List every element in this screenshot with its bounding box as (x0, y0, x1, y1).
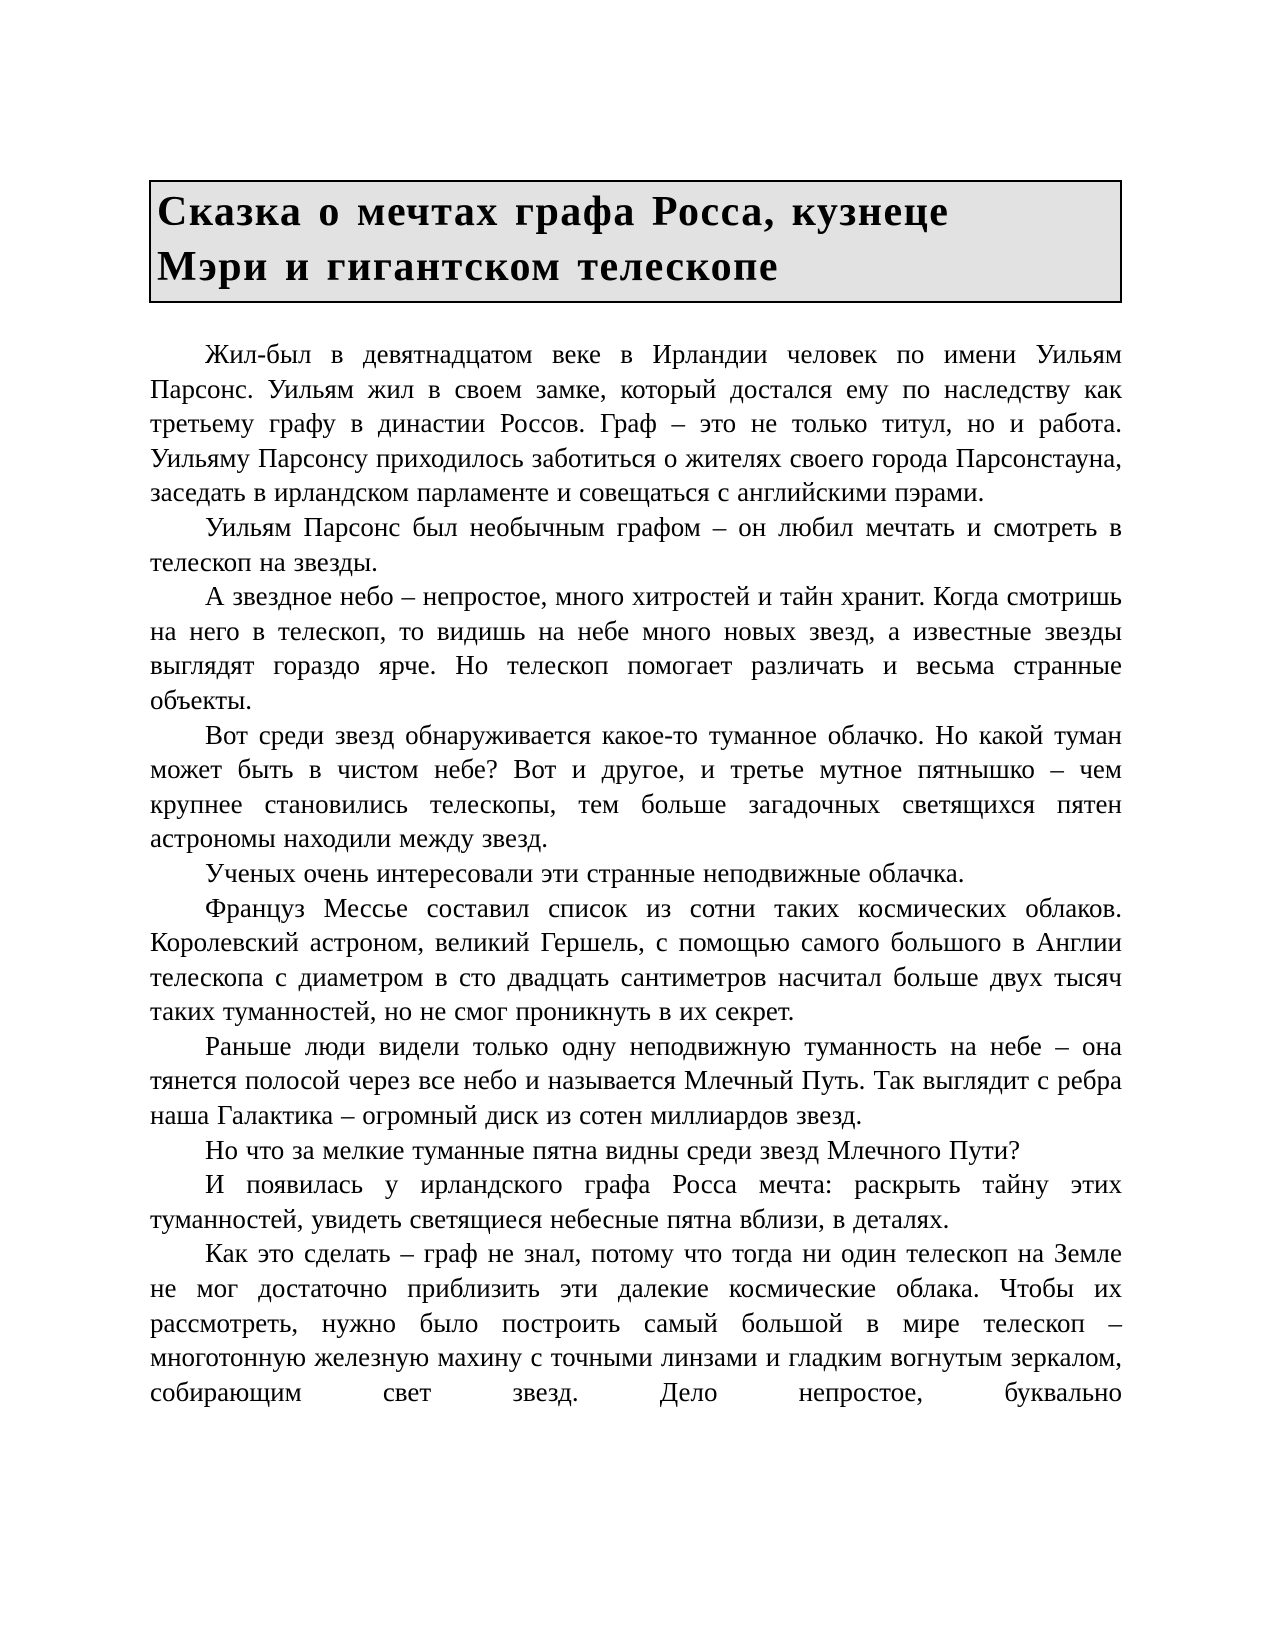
paragraph-10: Как это сделать – граф не знал, потому что тогда ни один телескоп на Земле не мог достаточно приблизить эти далекие космические облака. Чтобы их рассмотреть, нужно было построить самый большой в мире телескоп – многотонную железную махину с точными линзами и гладким вогнутым зеркалом, собирающим свет звезд. Дело непростое, буквально (150, 1238, 1122, 1407)
chapter-title-line-2: Мэри и гигантском телескопе (157, 244, 779, 290)
body-text (150, 337, 1122, 1409)
paragraph-2: Уильям Парсонс был необычным графом – он любил мечтать и смотреть в телескоп на звезды. (150, 511, 1122, 577)
chapter-title-box (149, 180, 1122, 303)
paragraph-9: И появилась у ирландского графа Росса мечта: раскрыть тайну этих туманностей, увидеть светящиеся небесные пятна вблизи, в деталях. (150, 1169, 1122, 1234)
paragraph-6: Француз Мессье составил список из сотни таких космических облаков. Королевский астроном, великий Гершель, с помощью самого большого в Англии телескопа с диаметром в сто двадцать сантиметров насчитал больше двух тысяч таких туманностей, но не смог проникнуть в их секрет. (150, 892, 1122, 1027)
chapter-title-line-1: Сказка о мечтах графа Росса, кузнеце (157, 189, 950, 235)
paragraph-4: Вот среди звезд обнаруживается какое-то туманное облачко. Но какой туман может быть в чистом небе? Вот и другое, и третье мутное пятнышко – чем крупнее становились телескопы, тем больше загадочных светящихся пятен астрономы находили между звезд. (150, 719, 1122, 854)
paragraph-8: Но что за мелкие туманные пятна видны среди звезд Млечного Пути? (205, 1134, 1021, 1165)
paragraph-5: Ученых очень интересовали эти странные неподвижные облачка. (205, 857, 965, 888)
paragraph-7: Раньше люди видели только одну неподвижную туманность на небе – она тянется полосой через все небо и называется Млечный Путь. Так выглядит с ребра наша Галактика – огромный диск из сотен миллиардов звезд. (150, 1030, 1122, 1131)
paragraph-1: Жил-был в девятнадцатом веке в Ирландии человек по имени Уильям Парсонс. Уильям жил в своем замке, который достался ему по наследству как третьему графу в династии Россов. Граф – это не только титул, но и работа. Уильяму Парсонсу приходилось заботиться о жителях своего города Парсонстауна, заседать в ирландском парламенте и совещаться с английскими пэрами. (150, 339, 1122, 508)
paragraph-3: А звездное небо – непростое, много хитростей и тайн хранит. Когда смотришь на него в телескоп, то видишь на небе много новых звезд, а известные звезды выглядят гораздо ярче. Но телескоп помогает различать и весьма странные объекты. (150, 581, 1122, 715)
chapter-title (157, 185, 1110, 295)
